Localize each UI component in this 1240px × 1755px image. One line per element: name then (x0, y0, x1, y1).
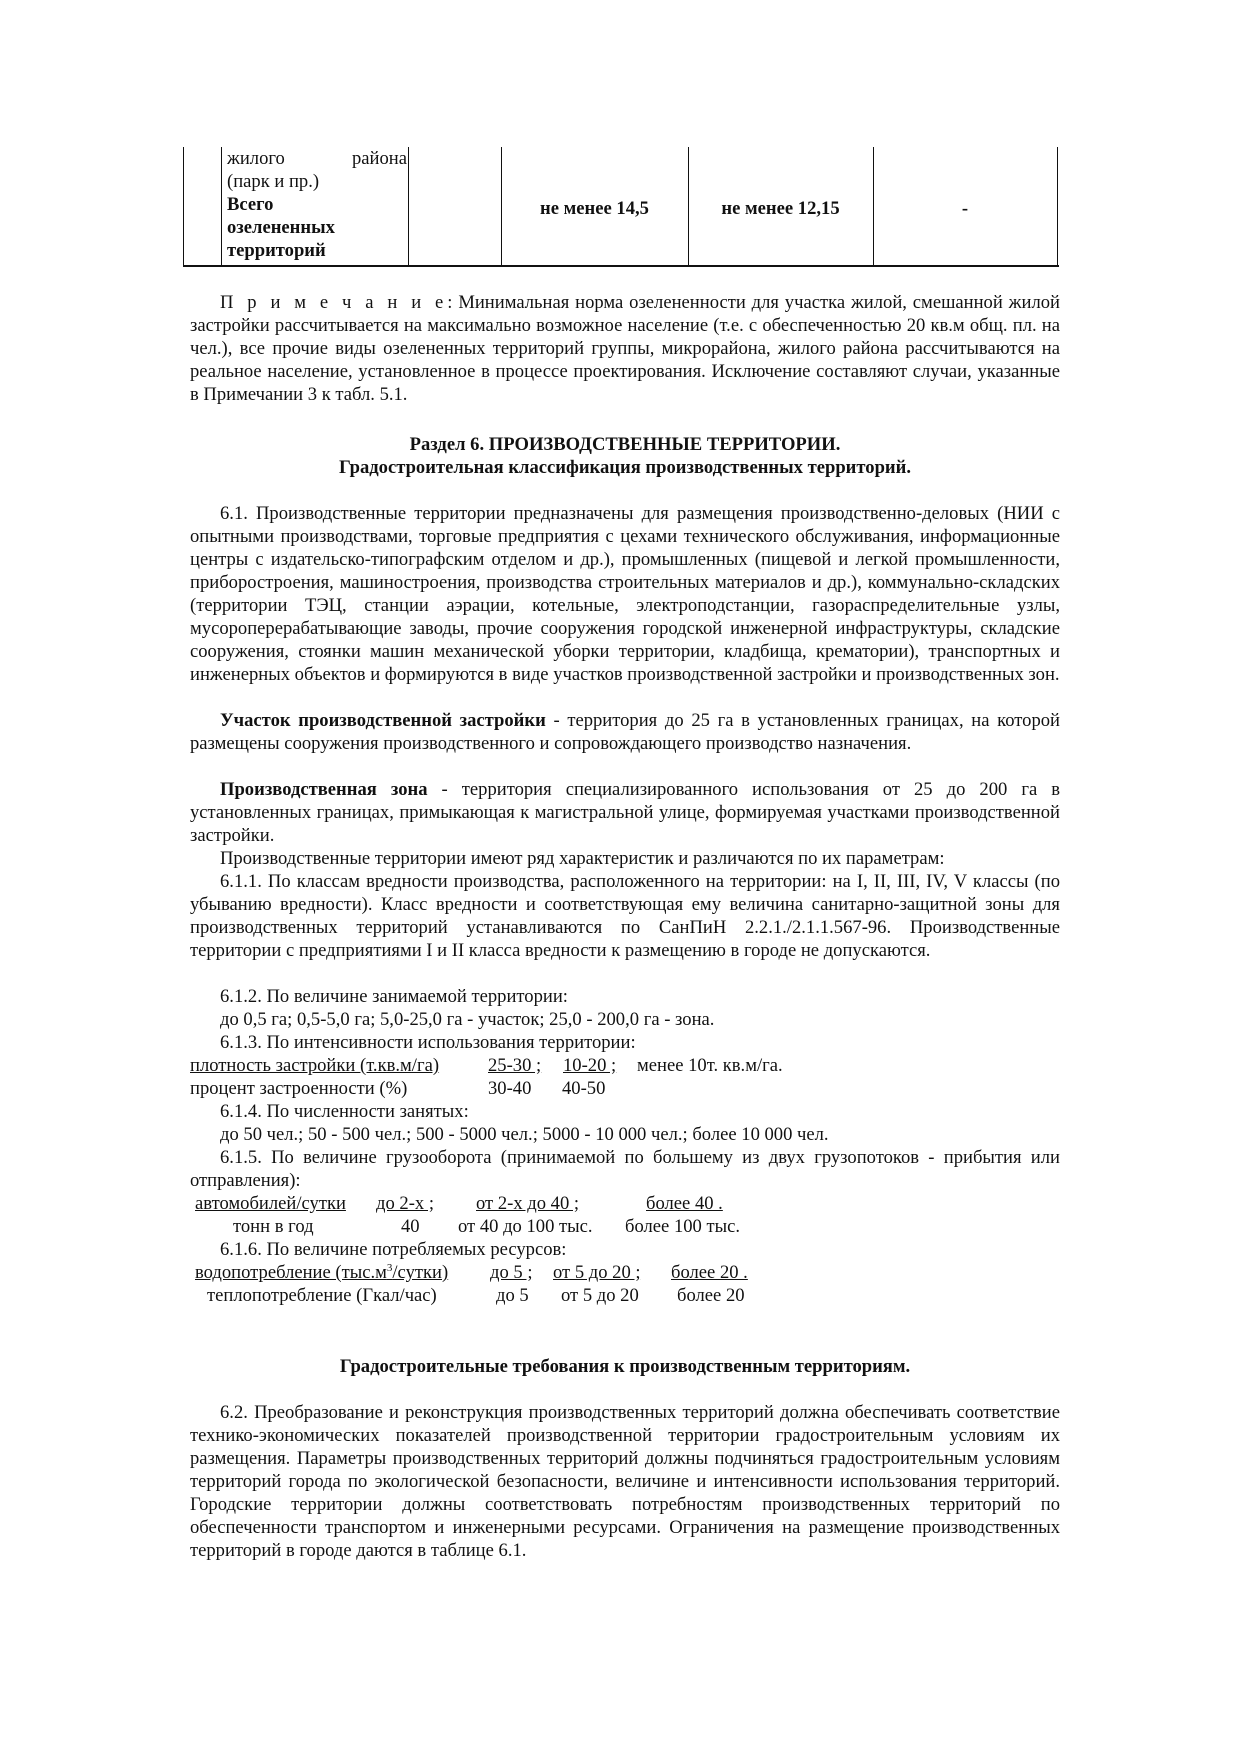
water-value: от 5 до 20 ; (553, 1262, 641, 1283)
density-value: 10-20 ; (563, 1055, 617, 1076)
table-cell-value: - (961, 198, 969, 219)
paragraph-6-1-2: 6.1.2. По величине занимаемой территории: (220, 986, 568, 1007)
definition-text: - территория специализированного использования от 25 до 200 га в установленных границах, примыкающая к магистральной улице, формируемая участками производственной застройки. (190, 779, 1060, 846)
paragraph-6-1-1: 6.1.1. По классам вредности производства, расположенного на территории: на I, II, III, IV, V классы (по убыванию вредности). Класс вредности и соответствующая ему величина санитарно-защитной зоны для производственных территорий устанавливаются по СанПиН 2.2.1./2.1.1.567-96. Производственные территории с предприятиями I и II класса вредности к размещению в городе не допускаются. (190, 871, 1060, 961)
tons-value: более 100 тыс. (625, 1216, 741, 1237)
section-subtitle: Градостроительная классификация производственных территорий. (338, 457, 911, 478)
cars-value: от 2-х до 40 ; (476, 1193, 580, 1214)
heat-label: теплопотребление (Гкал/час) (207, 1285, 437, 1306)
term-production-site: Участок производственной застройки (220, 710, 546, 731)
cars-value: более 40 . (646, 1193, 723, 1214)
water-label-text: /сутки) (392, 1262, 449, 1283)
heat-value: от 5 до 20 (561, 1285, 639, 1306)
tons-value: 40 (401, 1216, 420, 1237)
superscript: 3 (386, 1261, 393, 1274)
tons-value: от 40 до 100 тыс. (458, 1216, 593, 1237)
water-label-text: водопотребление (тыс.м (195, 1262, 387, 1283)
cell-total-label: Всего (227, 194, 274, 215)
paragraph-6-1: 6.1. Производственные территории предназначены для размещения производственно-деловых (НИИ с опытными производствами, торговые предприятия с цехами технического обслуживания, информационные центры с издательско-типографским отделом и др.), промышленных (пищевой и легкой промышленности, приборостроения, машиностроения, производства строительных материалов и др.), коммунально-складских (территории ТЭЦ, станции аэрации, котельные, электроподстанции, газораспределительные узлы, мусороперерабатывающие заводы, прочие сооружения городской инженерной инфраструктуры, складские сооружения, стоянки машин механической уборки территории, кладбища, крематории), транспортных и инженерных объектов и формируются в виде участков производственной застройки и производственных зон. (190, 503, 1060, 685)
table-border-left (183, 147, 184, 267)
table-cell-value: не менее 12,15 (721, 198, 840, 219)
note-label: П р и м е ч а н и е (220, 292, 448, 313)
note-paragraph (190, 291, 1060, 406)
coverage-value: 40-50 (562, 1078, 606, 1099)
table-border-bottom (183, 265, 1059, 267)
table-cell-category (227, 147, 407, 262)
definition-text: - территория до 25 га в установленных границах, на которой размещены сооружения производственного и сопровождающего производство назначения. (190, 710, 1060, 754)
green-areas-table-fragment (183, 147, 1059, 267)
requirements-title: Градостроительные требования к производственным территориям. (339, 1356, 911, 1377)
heat-value: более 20 (677, 1285, 745, 1306)
paragraph-production-site (190, 709, 1060, 755)
density-value: менее 10т. кв.м/га. (637, 1055, 783, 1076)
paragraph-6-1-4: 6.1.4. По численности занятых: (220, 1101, 469, 1122)
paragraph-parameters: Производственные территории имеют ряд характеристик и различаются по их параметрам: (220, 848, 945, 869)
table-col-divider (408, 147, 409, 267)
tons-label: тонн в год (233, 1216, 314, 1237)
coverage-label: процент застроенности (%) (190, 1078, 408, 1099)
table-col-divider (221, 147, 222, 267)
water-value: более 20 . (671, 1262, 748, 1283)
density-label: плотность застройки (т.кв.м/га) (190, 1055, 440, 1076)
heat-value: до 5 (496, 1285, 529, 1306)
cell-total-label: территорий (227, 240, 326, 261)
section-title: Раздел 6. ПРОИЗВОДСТВЕННЫЕ ТЕРРИТОРИИ. (409, 434, 841, 455)
territory-size-values: до 0,5 га; 0,5-5,0 га; 5,0-25,0 га - участок; 25,0 - 200,0 га - зона. (220, 1009, 715, 1030)
water-label (195, 1261, 448, 1284)
cars-value: до 2-х ; (376, 1193, 435, 1214)
paragraph-6-1-3: 6.1.3. По интенсивности использования территории: (220, 1032, 636, 1053)
cell-total-label: озелененных (227, 217, 335, 238)
cell-text: жилого (227, 148, 285, 169)
cell-text: района (351, 148, 407, 169)
coverage-value: 30-40 (488, 1078, 532, 1099)
employee-count-values: до 50 чел.; 50 - 500 чел.; 500 - 5000 чел.; 5000 - 10 000 чел.; более 10 000 чел. (220, 1124, 829, 1145)
cell-text: (парк и пр.) (227, 171, 320, 192)
water-value: до 5 ; (490, 1262, 533, 1283)
cars-label: автомобилей/сутки (195, 1193, 346, 1214)
table-cell-value: не менее 14,5 (540, 198, 649, 219)
term-production-zone: Производственная зона (220, 779, 428, 800)
paragraph-6-2: 6.2. Преобразование и реконструкция производственных территорий должна обеспечивать соответствие технико-экономических показателей производственной территории градостроительным условиям их размещения. Параметры производственных территорий должны подчиняться градостроительным условиям территорий города по экологической безопасности, величине и интенсивности использования территорий. Городские территории должны соответствовать потребностям производственных территорий по обеспеченности транспортом и инженерными ресурсами. Ограничения на размещение производственных территорий в городе даются в таблице 6.1. (190, 1402, 1060, 1561)
paragraph-6-1-5: 6.1.5. По величине грузооборота (принимаемой по большему из двух грузопотоков - прибытия или отправления): (190, 1147, 1060, 1191)
table-border-right (1057, 147, 1058, 267)
paragraph-6-1-6: 6.1.6. По величине потребляемых ресурсов: (220, 1239, 567, 1260)
note-text: : Минимальная норма озелененности для участка жилой, смешанной жилой застройки рассчитывается на максимально возможное население (т.е. с обеспеченностью 20 кв.м общ. пл. на чел.), все прочие виды озелененных территорий группы, микрорайона, жилого района рассчитываются на реальное население, установленное в процессе проектирования. Исключение составляют случаи, указанные в Примечании 3 к табл. 5.1. (190, 292, 1060, 405)
paragraph-production-zone (190, 778, 1060, 847)
density-value: 25-30 ; (488, 1055, 542, 1076)
